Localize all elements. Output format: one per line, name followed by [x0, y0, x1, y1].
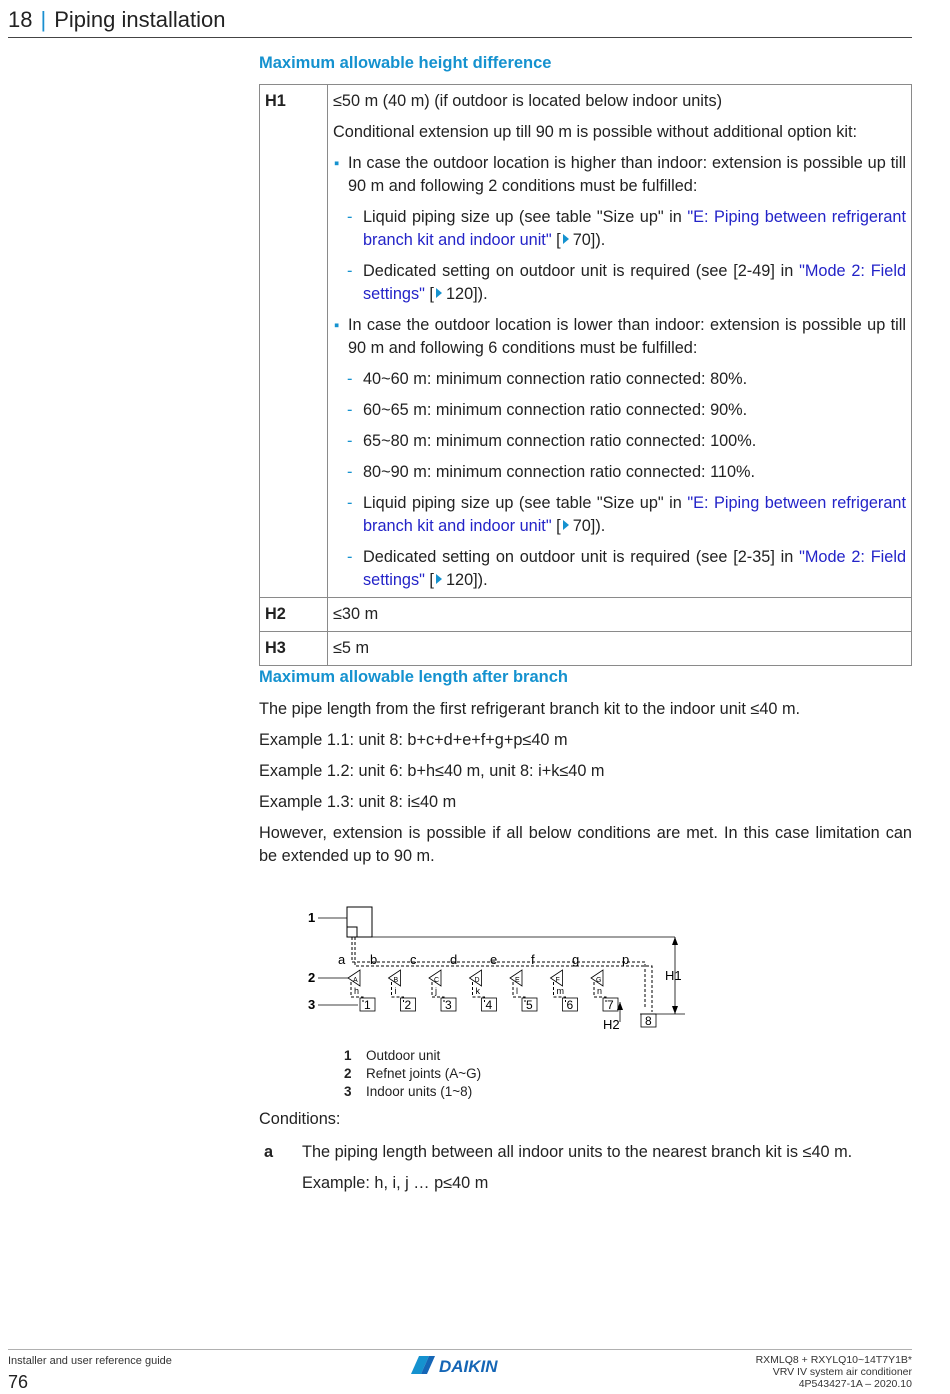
case-higher-text: In case the outdoor location is higher than indoor: extension is possible up till 90 m and following 2 conditions must be fulfilled: [348, 154, 906, 195]
joint-label: D [474, 977, 480, 984]
page-ref-70[interactable]: 70]). [572, 231, 606, 249]
joint-label: B [393, 977, 399, 984]
link-mode2-field-settings[interactable]: "Mode 2: Field settings" [363, 548, 906, 589]
footer-guide-title: Installer and user reference guide [8, 1355, 172, 1367]
segment-label-e: e [490, 952, 498, 967]
segment-label-d: d [450, 952, 458, 967]
brand-wordmark: DAIKIN [439, 1357, 498, 1376]
sub-item-ratio-110: - 80~90 m: minimum connection ratio connected: 110%. [333, 461, 906, 484]
dash-icon: - [347, 548, 353, 566]
conditions-heading: Conditions: [259, 1110, 341, 1128]
figure-legend [344, 1047, 481, 1101]
link-piping-branch-kit[interactable]: "E: Piping between refrigerant branch kit and indoor unit" [363, 208, 906, 249]
table-row-h3 [260, 632, 912, 666]
dash-icon: - [347, 262, 353, 280]
joint-label: F [555, 977, 560, 984]
branch-pipe [513, 982, 525, 1002]
segment-label-b: b [370, 952, 378, 967]
paragraph-pipe-length: The pipe length from the first refrigerant branch kit to the indoor unit ≤40 m. [259, 700, 801, 718]
branch-pipe [392, 982, 404, 1002]
outdoor-unit-box [347, 907, 372, 937]
branch-pipe [432, 982, 444, 1002]
footer-doc-id: 4P543427-1A – 2020.10 [798, 1378, 912, 1390]
indoor-unit-label: 6 [566, 998, 574, 1012]
page-ref-arrow-icon [436, 288, 442, 298]
condition-a-text: The piping length between all indoor units to the nearest branch kit is ≤40 m. [302, 1143, 853, 1161]
page-ref-arrow-icon [436, 574, 442, 584]
row-value-h3: ≤5 m [328, 632, 912, 666]
row-value-h1 [328, 85, 912, 598]
indoor-unit-label: 1 [364, 998, 371, 1012]
dash-icon: - [347, 370, 353, 388]
table-row-h2 [260, 598, 912, 632]
indoor-unit-label: 5 [526, 998, 533, 1012]
chapter-number: 18 [8, 7, 33, 32]
h1-arrow-top [672, 937, 678, 945]
link-mode2-field-settings[interactable]: "Mode 2: Field settings" [363, 262, 906, 303]
branch-label: i [394, 986, 397, 996]
indoor-unit-label: 7 [607, 998, 614, 1012]
indoor-unit-label: 8 [645, 1014, 652, 1028]
indoor-unit-label: 2 [404, 998, 412, 1012]
bullet-case-higher [333, 152, 906, 198]
paragraph-example-1-1: Example 1.1: unit 8: b+c+d+e+f+g+p≤40 m [259, 731, 568, 749]
dash-icon: - [347, 208, 353, 226]
page-ref-arrow-icon [563, 520, 569, 530]
sub-item-ratio-80: - 40~60 m: minimum connection ratio connected: 80%. [333, 368, 906, 391]
segment-label-a: a [338, 952, 346, 967]
outdoor-unit-port [347, 927, 357, 937]
branch-label: l [516, 986, 518, 996]
bullet-square-icon: ▪ [334, 155, 340, 172]
page-ref-arrow-icon [563, 234, 569, 244]
sub-item-liquid-size-up-2: - Liquid piping size up (see table "Size up" in "E: Piping between refrigerant branch kit and indoor unit" [ 70]). [347, 494, 906, 535]
main-content [259, 52, 912, 876]
section-title-length: Maximum allowable length after branch [259, 668, 568, 686]
height-difference-table [259, 84, 912, 666]
sub-item-dedicated-setting-1: - Dedicated setting on outdoor unit is required (see [2-49] in "Mode 2: Field settings" [ 120]). [347, 262, 906, 303]
row-key-h3: H3 [260, 632, 328, 666]
sub-item-liquid-size-up-1: - Liquid piping size up (see table "Size up" in "E: Piping between refrigerant branch kit and indoor unit" [ 70]). [347, 208, 906, 249]
h1-arrow-bottom [672, 1006, 678, 1014]
legend-item-refnet: 2 Refnet joints (A~G) [344, 1066, 482, 1081]
row-value-h2: ≤30 m [328, 598, 912, 632]
case-lower-text: In case the outdoor location is lower than indoor: extension is possible up till 90 m and following 6 conditions must be fulfilled: [348, 316, 906, 357]
page-ref-120[interactable]: 120]). [445, 285, 488, 303]
condition-letter: a [264, 1143, 274, 1161]
condition-a-example: Example: h, i, j … p≤40 m [302, 1174, 489, 1192]
segment-label-p: p [622, 952, 630, 967]
footer-product-info [756, 1354, 912, 1390]
joint-label: G [596, 977, 602, 984]
row-key-h1: H1 [260, 85, 328, 598]
legend-item-outdoor: 1 Outdoor unit [344, 1048, 441, 1063]
chapter-title: Piping installation [54, 7, 226, 32]
section-title-height: Maximum allowable height difference [259, 54, 552, 72]
callout-3: 3 [308, 997, 316, 1012]
branch-label: j [435, 986, 437, 996]
sub-item-dedicated-setting-2: - Dedicated setting on outdoor unit is required (see [2-35] in "Mode 2: Field settings" [ 120]). [347, 548, 906, 589]
daikin-logo [409, 1354, 514, 1381]
link-piping-branch-kit[interactable]: "E: Piping between refrigerant branch kit and indoor unit" [363, 494, 906, 535]
header-separator: | [40, 7, 47, 32]
piping-diagram [300, 902, 700, 1037]
h1-conditional: Conditional extension up till 90 m is possible without additional option kit: [333, 123, 858, 141]
indoor-unit-label: 3 [445, 998, 452, 1012]
dash-icon: - [347, 401, 353, 419]
paragraph-example-1-2: Example 1.2: unit 6: b+h≤40 m, unit 8: i+k≤40 m [259, 762, 605, 780]
dimension-label-h1: H1 [665, 968, 682, 983]
dash-icon: - [347, 494, 353, 512]
dash-icon: - [347, 432, 353, 450]
table-row-h1 [260, 85, 912, 598]
row-key-h2: H2 [260, 598, 328, 632]
footer-model: RXMLQ8 + RXYLQ10~14T7Y1B* [755, 1354, 912, 1366]
bullet-square-icon: ▪ [334, 317, 340, 334]
bullet-case-lower [333, 314, 906, 360]
legend-item-indoor: 3 Indoor units (1~8) [344, 1084, 473, 1099]
callout-2: 2 [308, 970, 316, 985]
h1-limit: ≤50 m (40 m) (if outdoor is located below indoor units) [333, 92, 723, 110]
branch-label: k [475, 986, 480, 996]
condition-a [259, 1141, 912, 1195]
footer-product: VRV IV system air conditioner [772, 1366, 912, 1378]
branch-label: h [354, 986, 360, 996]
sub-item-ratio-100: - 65~80 m: minimum connection ratio connected: 100%. [333, 430, 906, 453]
segment-label-f: f [531, 952, 535, 967]
segment-label-c: c [410, 952, 417, 967]
footer-divider [8, 1349, 912, 1350]
joint-label: E [515, 977, 520, 984]
joint-label: C [434, 977, 440, 984]
sub-item-ratio-90: - 60~65 m: minimum connection ratio connected: 90%. [333, 399, 906, 422]
joint-label: A [353, 977, 358, 984]
page-ref-120[interactable]: 120]). [445, 571, 488, 589]
branch-label: n [597, 986, 603, 996]
dimension-label-h2: H2 [603, 1017, 620, 1032]
page-number: 76 [8, 1372, 29, 1392]
callout-1: 1 [308, 910, 316, 925]
page-ref-70[interactable]: 70]). [572, 517, 606, 535]
segment-label-g: g [572, 952, 580, 967]
paragraph-example-1-3: Example 1.3: unit 8: i≤40 m [259, 793, 457, 811]
page-header [8, 6, 912, 38]
branch-label: m [556, 986, 564, 996]
dash-icon: - [347, 463, 353, 481]
paragraph-extension: However, extension is possible if all below conditions are met. In this case limitation can be extended up to 90 m. [259, 824, 912, 865]
indoor-unit-label: 4 [485, 998, 493, 1012]
conditions-section [259, 1108, 912, 1195]
